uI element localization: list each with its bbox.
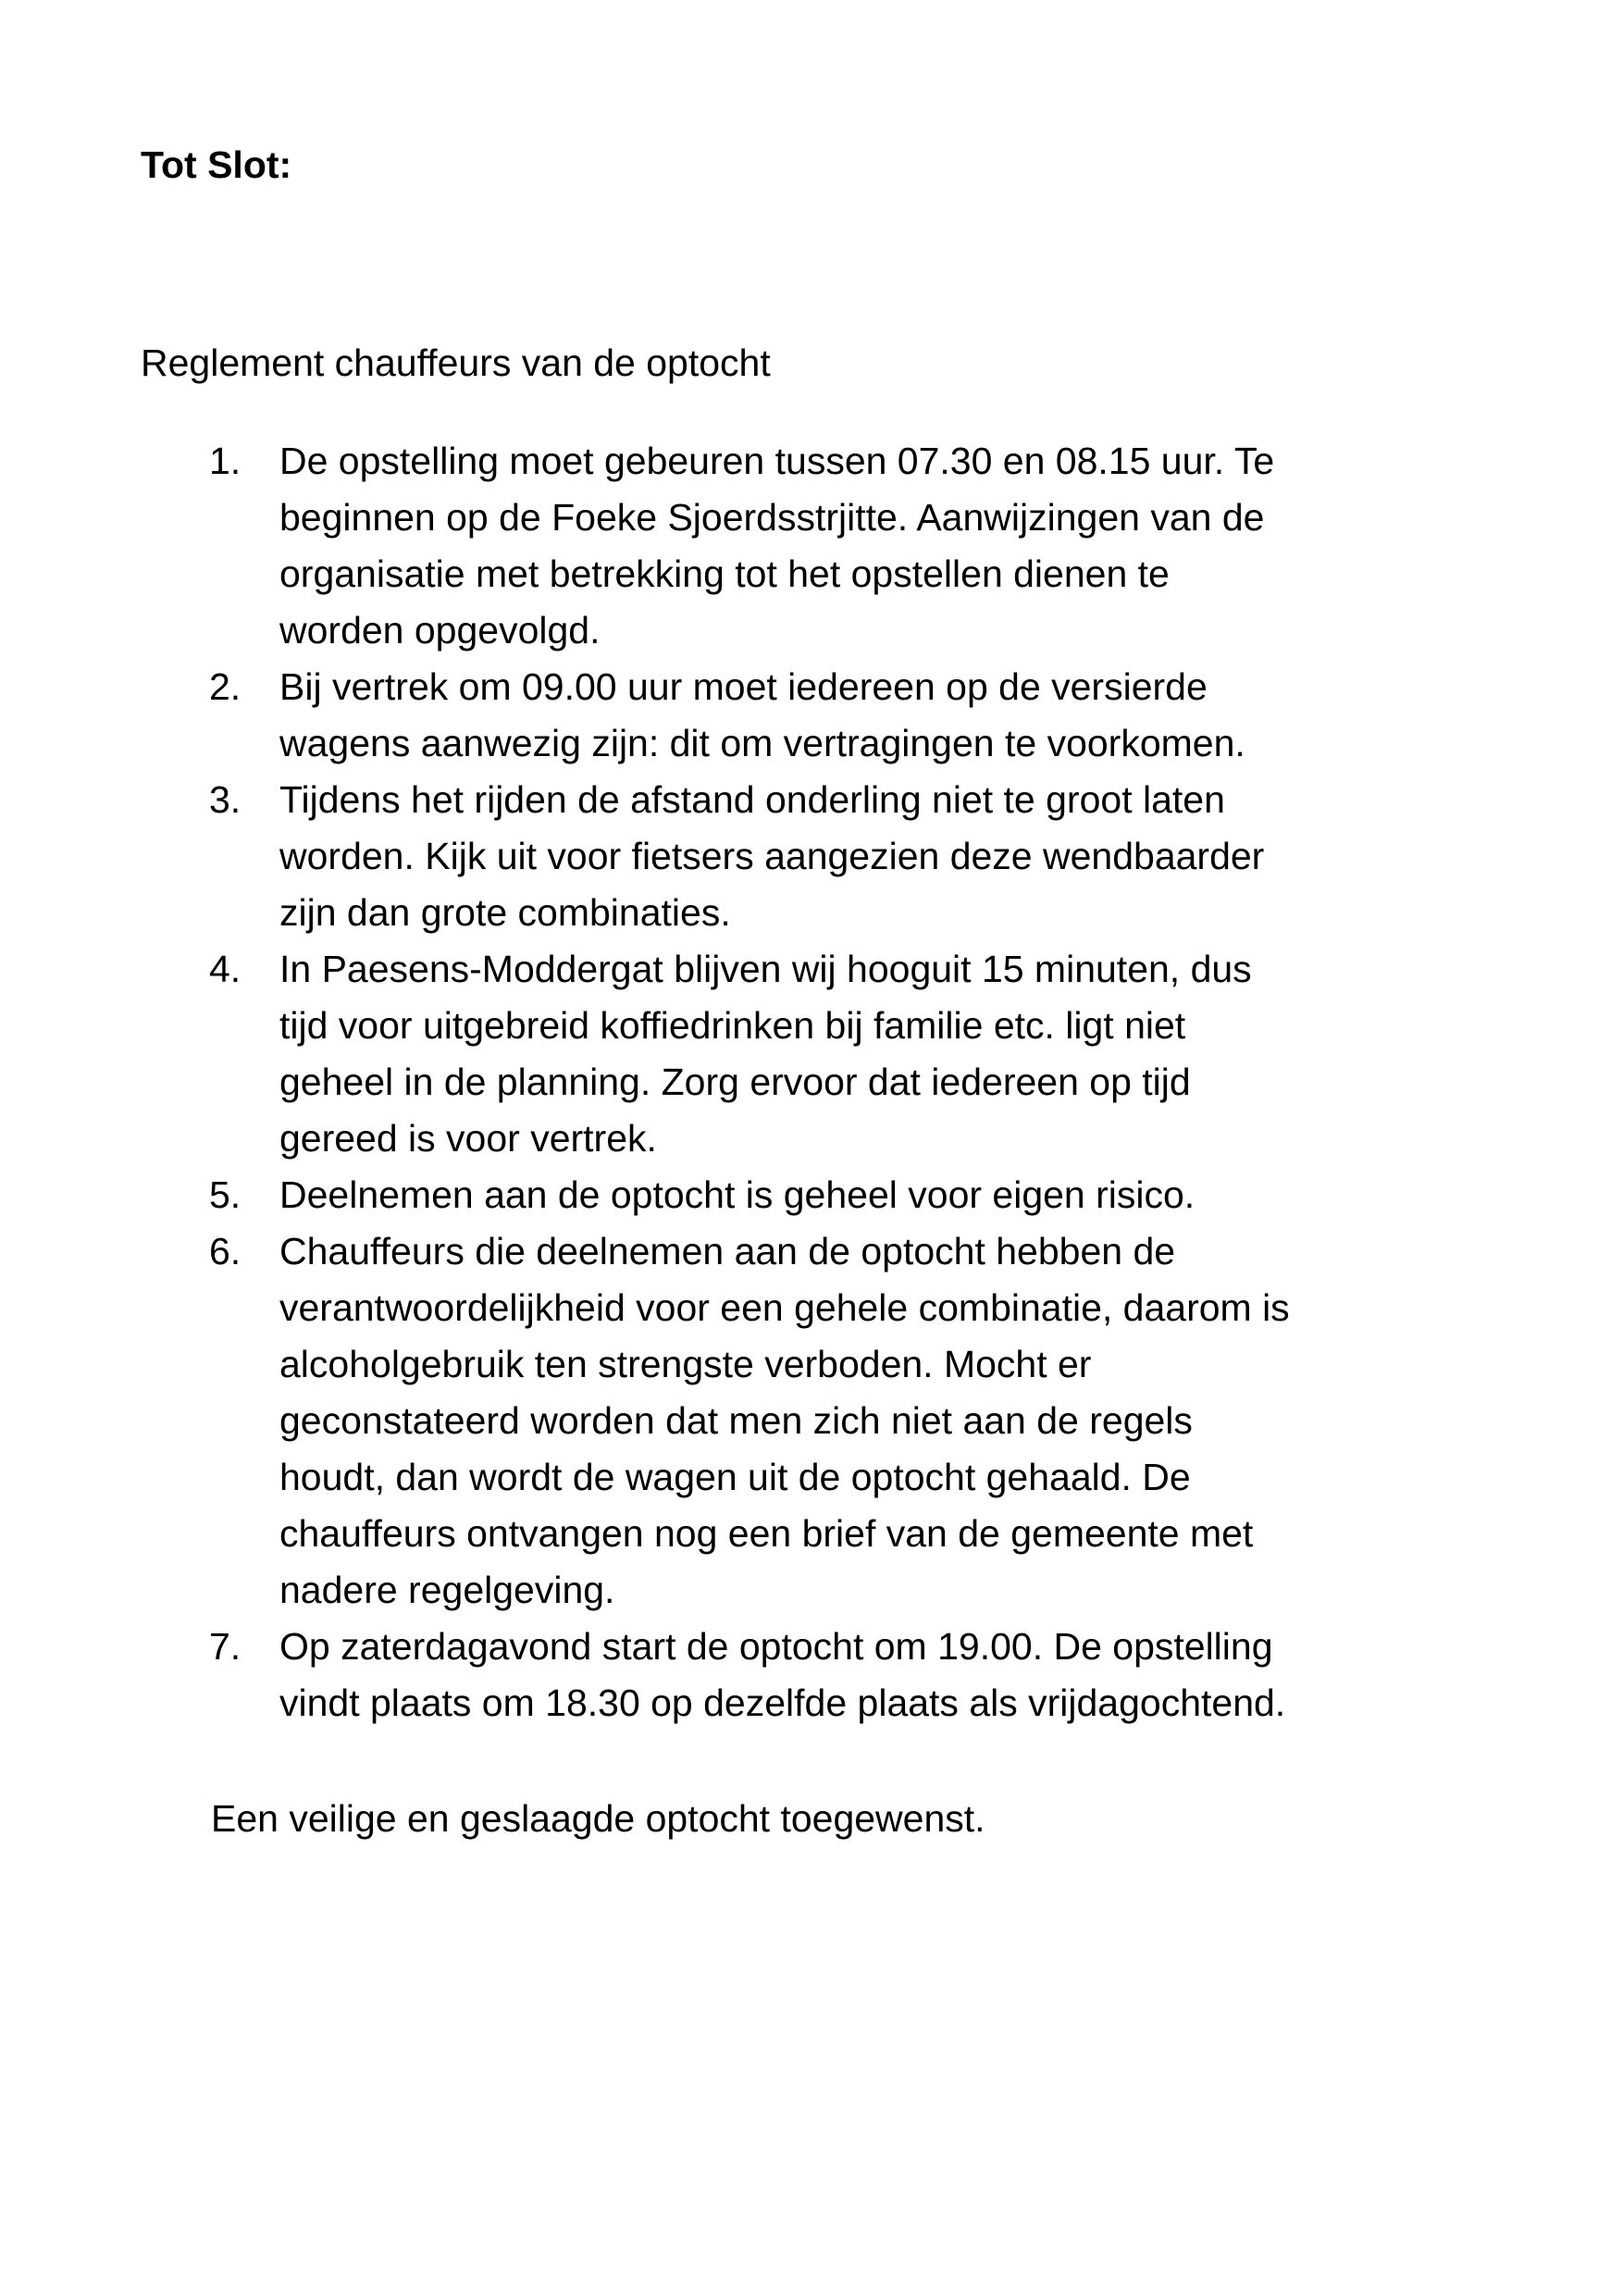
rule-line: houdt, dan wordt de wagen uit de optocht gehaald. De bbox=[279, 1456, 1191, 1498]
rule-line: In Paesens-Moddergat blijven wij hooguit 15 minuten, dus bbox=[279, 948, 1252, 990]
rule-text bbox=[279, 1223, 1482, 1619]
rule-text bbox=[279, 659, 1482, 772]
rule-number: 4. bbox=[209, 948, 242, 990]
rule-line: geheel in de planning. Zorg ervoor dat iedereen op tijd bbox=[279, 1061, 1191, 1103]
rule-line: vindt plaats om 18.30 op dezelfde plaats als vrijdagochtend. bbox=[279, 1682, 1286, 1724]
rule-item bbox=[0, 659, 1623, 772]
rule-line: organisatie met betrekking tot het opstellen dienen te bbox=[279, 552, 1170, 595]
rules-list bbox=[0, 433, 1623, 1731]
rule-line: Deelnemen aan de optocht is geheel voor eigen risico. bbox=[279, 1173, 1196, 1216]
rule-number: 3. bbox=[209, 778, 242, 821]
rule-item bbox=[0, 1223, 1623, 1619]
rule-line: gereed is voor vertrek. bbox=[279, 1117, 657, 1160]
rule-line: chauffeurs ontvangen nog een brief van de gemeente met bbox=[279, 1512, 1254, 1555]
rule-item bbox=[0, 433, 1623, 659]
rule-number: 5. bbox=[209, 1173, 242, 1216]
rule-line: geconstateerd worden dat men zich niet aan de regels bbox=[279, 1399, 1193, 1442]
rule-line: worden opgevolgd. bbox=[279, 609, 601, 652]
rules-title: Reglement chauffeurs van de optocht bbox=[141, 341, 771, 384]
rule-line: beginnen op de Foeke Sjoerdsstrjitte. Aanwijzingen van de bbox=[279, 496, 1265, 539]
page-heading: Tot Slot: bbox=[141, 143, 292, 186]
rule-item bbox=[0, 772, 1623, 941]
rule-line: tijd voor uitgebreid koffiedrinken bij familie etc. ligt niet bbox=[279, 1004, 1186, 1047]
rule-number: 1. bbox=[209, 440, 242, 482]
rule-text bbox=[279, 941, 1482, 1167]
closing-text: Een veilige en geslaagde optocht toegewenst. bbox=[211, 1797, 985, 1840]
rule-line: wagens aanwezig zijn: dit om vertragingen te voorkomen. bbox=[279, 722, 1245, 764]
rule-line: alcoholgebruik ten strengste verboden. Mocht er bbox=[279, 1343, 1092, 1385]
rule-line: Bij vertrek om 09.00 uur moet iedereen op de versierde bbox=[279, 665, 1208, 708]
rule-item bbox=[0, 1167, 1623, 1223]
rule-line: nadere regelgeving. bbox=[279, 1569, 615, 1611]
rule-line: De opstelling moet gebeuren tussen 07.30 en 08.15 uur. Te bbox=[279, 440, 1275, 482]
rule-text bbox=[279, 1619, 1482, 1731]
rule-number: 6. bbox=[209, 1230, 242, 1272]
rule-text bbox=[279, 1167, 1482, 1223]
rule-text bbox=[279, 772, 1482, 941]
rule-line: Chauffeurs die deelnemen aan de optocht hebben de bbox=[279, 1230, 1176, 1272]
rule-text bbox=[279, 433, 1482, 659]
rule-line: worden. Kijk uit voor fietsers aangezien deze wendbaarder bbox=[279, 835, 1265, 877]
rule-number: 7. bbox=[209, 1625, 242, 1668]
rule-line: Op zaterdagavond start de optocht om 19.00. De opstelling bbox=[279, 1625, 1273, 1668]
rule-line: Tijdens het rijden de afstand onderling niet te groot laten bbox=[279, 778, 1225, 821]
rule-line: verantwoordelijkheid voor een gehele combinatie, daarom is bbox=[279, 1286, 1290, 1329]
rule-number: 2. bbox=[209, 665, 242, 708]
rule-item bbox=[0, 1619, 1623, 1731]
rule-line: zijn dan grote combinaties. bbox=[279, 891, 731, 934]
rule-item bbox=[0, 941, 1623, 1167]
